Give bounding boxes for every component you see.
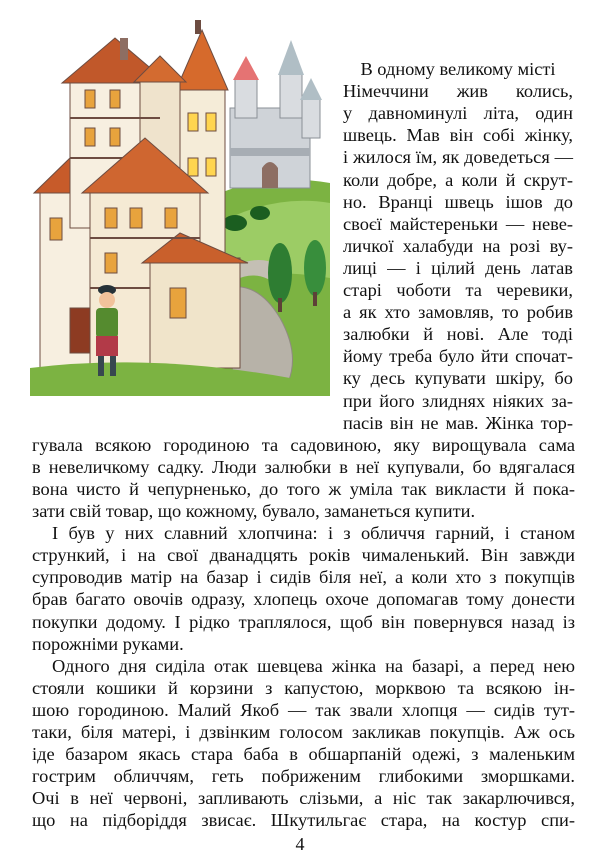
text-line: Одного дня сиділа отак шевцева жінка на базарі, а перед нею bbox=[52, 655, 575, 676]
text-line: порожніми руками. bbox=[32, 633, 184, 654]
text-line: ку десь купувати шкіру, бо bbox=[343, 368, 573, 389]
text-line: йому треба було йти спочат- bbox=[343, 346, 573, 367]
text-line: іде базаром якась стара баба в обшарпаній одежі, з маленьким bbox=[32, 744, 575, 765]
text-line: і жилося їм, як доведеться — bbox=[343, 147, 573, 168]
text-line: В одному великому місті bbox=[360, 59, 556, 79]
text-line: Німеччини жив колись, bbox=[343, 81, 573, 102]
page-number: 4 bbox=[295, 833, 305, 854]
text-line: при його злиднях ніяких за- bbox=[343, 390, 573, 411]
text-line: залюбки й нові. Але тоді bbox=[343, 324, 573, 345]
text-line: своєї майстереньки — неве- bbox=[343, 213, 573, 234]
text-line: стрункий, і на свої дванадцять років чималенький. Він завжди bbox=[32, 545, 575, 566]
text-line: шою городиною. Малий Якоб — так звали хлопця — сидів тут- bbox=[32, 699, 575, 720]
text-line: а як хто замовляв, то робив bbox=[343, 302, 573, 323]
text-line: в невеличкому садку. Люди залюбки в неї купували, бо вдягалася bbox=[32, 456, 575, 477]
text-line: що на підборіддя звисає. Шкутильгає стара, на костур спи- bbox=[32, 810, 575, 831]
text-line: пасів він не мав. Жінка тор- bbox=[343, 412, 573, 433]
text-line: Очі в неї червоні, запливають слізьми, а ніс так закарлючився, bbox=[32, 788, 575, 809]
text-line: І був у них славний хлопчина: і з обличчя гарний, і станом bbox=[52, 523, 575, 544]
text-line: лиці — і цілий день латав bbox=[343, 257, 573, 278]
text-line: таки, біля матері, і дзвінким голосом закликав покупців. Аж ось bbox=[32, 722, 575, 742]
text-line: брав багато овочів одразу, хлопець охоче допомагав тому донести bbox=[32, 589, 575, 610]
text-line: зати свій товар, що кожному, бувало, заманеться купити. bbox=[32, 501, 476, 521]
text-line: но. Вранці швець ішов до bbox=[343, 191, 573, 212]
text-line: личкої халабуди на розі ву- bbox=[343, 235, 573, 256]
text-line: гострим обличчям, геть побриженим глибокими зморшками. bbox=[32, 766, 575, 787]
text-line: старі чоботи та черевики, bbox=[343, 280, 573, 300]
castle bbox=[230, 40, 322, 188]
text-line: швець. Мав він собі жінку, bbox=[343, 125, 573, 146]
text-line: коли добре, а коли й скрут- bbox=[343, 169, 573, 190]
text-line: у давноминулі літа, один bbox=[343, 103, 573, 124]
text-line: супроводив матір на базар і сидів біля неї, а коли хто з покупців bbox=[32, 567, 575, 588]
text-line: покупки додому. І рідко траплялося, щоб він повернувся назад із bbox=[32, 611, 575, 632]
town-illustration bbox=[30, 18, 330, 396]
text-line: стояли кошики й корзини з капустою, морквою та всякою ін- bbox=[32, 677, 575, 698]
text-line: вона чисто й чепурненько, до того ж уміла так викласти й пока- bbox=[32, 478, 575, 499]
text-line: гувала всякою городиною та садовиною, яку вирощувала сама bbox=[32, 434, 575, 455]
